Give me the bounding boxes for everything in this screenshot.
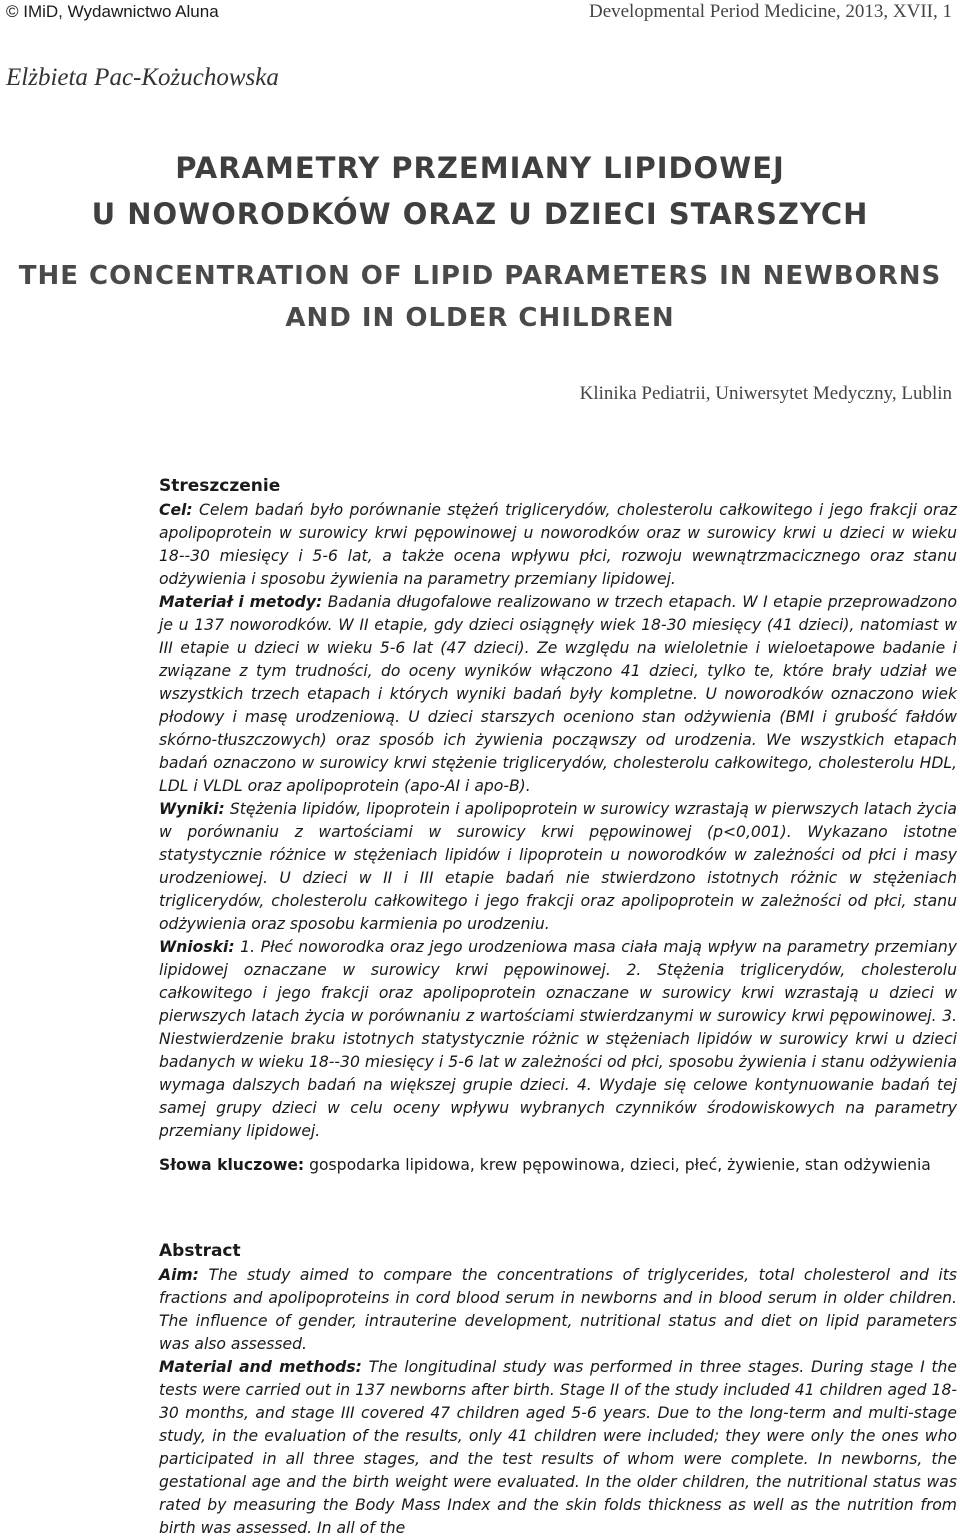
keywords-text: gospodarka lipidowa, krew pępowinowa, dzieci, płeć, żywienie, stan odżywienia — [304, 1156, 931, 1174]
abstract-polish-methods — [159, 591, 957, 798]
results-text: Stężenia lipidów, lipoprotein i apolipoprotein w surowicy wzrastają w pierwszych latach życia w porównaniu z wartościami w surowicy krwi pępowinowej (p<0,001). Wykazano istotne statystycznie różnice w stężeniach lipidów i lipoprotein u noworodków w zależności od płci i masy urodzeniowej. U dzieci w II i III etapie badań nie stwierdzono istotnych różnic w stężeniach triglicerydów, cholesterolu całkowitego i jego frakcji oraz apolipoprotein w zależności od płci, stanu odżywienia oraz sposobu karmienia po urodzeniu. — [159, 800, 957, 933]
methods-label-en: Material and methods: — [159, 1358, 362, 1376]
title-polish-line-2: U NOWORODKÓW ORAZ U DZIECI STARSZYCH — [91, 197, 869, 231]
aim-label-en: Aim: — [159, 1266, 199, 1284]
keywords-polish — [159, 1154, 959, 1177]
running-header — [0, 0, 960, 30]
affiliation: Klinika Pediatrii, Uniwersytet Medyczny, Lublin — [579, 383, 952, 404]
methods-text: Badania długofalowe realizowano w trzech etapach. W I etapie przeprowadzono je u 137 noworodków. W II etapie, gdy dzieci osiągnęły wiek 18-30 miesięcy (41 dzieci), natomiast w III etapie u dzieci w wieku 5-6 lat (47 dzieci). Ze względu na wieloletnie i wieloetapowe badanie i związane z tym trudności, do oceny wyników włączono 41 dzieci, tylko te, które brały udział we wszystkich trzech etapach i których wyniki badań były kompletne. U noworodków oznaczono wiek płodowy i masę urodzeniową. U dzieci starszych oceniono stan odżywienia (BMI i grubość fałdów skórno-tłuszczowych) oraz sposób ich żywienia począwszy od urodzenia. We wszystkich etapach badań oznaczono w surowicy krwi stężenie triglicerydów, cholesterolu całkowitego, cholesterolu HDL, LDL i VLDL oraz apolipoprotein (apo-AI i apo-B). — [159, 593, 957, 795]
abstract-english — [159, 1238, 957, 1540]
abstract-english-aim — [159, 1264, 957, 1356]
methods-label: Materiał i metody: — [159, 593, 323, 611]
title-polish-line-1: PARAMETRY PRZEMIANY LIPIDOWEJ — [175, 151, 785, 185]
abstract-polish — [159, 473, 957, 1143]
publisher-copyright: © IMiD, Wydawnictwo Aluna — [6, 2, 219, 21]
abstract-polish-results — [159, 798, 957, 936]
journal-citation: Developmental Period Medicine, 2013, XVII, 1 — [588, 1, 952, 22]
abstract-english-methods — [159, 1356, 957, 1540]
abstract-polish-heading: Streszczenie — [159, 476, 281, 496]
aim-text: Celem badań było porównanie stężeń triglicerydów, cholesterolu całkowitego i jego frakcji oraz apolipoprotein w surowicy krwi pępowinowej u noworodków oraz w surowicy krwi u dzieci w wieku 18--30 miesięcy i 5-6 lat, a także ocena wpływu płci, rozwoju wewnątrzmacicznego oraz stanu odżywienia i sposobu żywienia na parametry przemiany lipidowej. — [159, 501, 957, 588]
author-name: Elżbieta Pac-Kożuchowska — [6, 64, 279, 91]
conclusions-label: Wnioski: — [159, 938, 235, 956]
abstract-polish-aim — [159, 499, 957, 591]
aim-text-en: The study aimed to compare the concentrations of triglycerides, total cholesterol and its fractions and apolipoproteins in cord blood serum in newborns and in blood serum in older children. The influence of gender, intrauterine development, nutritional status and diet on lipid parameters was also assessed. — [159, 1266, 957, 1353]
keywords-label: Słowa kluczowe: — [159, 1156, 305, 1174]
title-english-line-1: THE CONCENTRATION OF LIPID PARAMETERS IN NEWBORNS — [18, 261, 942, 291]
aim-label: Cel: — [159, 501, 193, 519]
title-polish — [0, 145, 960, 237]
methods-text-en: The longitudinal study was performed in three stages. During stage I the tests were carried out in 137 newborns after birth. Stage II of the study included 41 children aged 18-30 months, and stage III covered 47 children aged 5-6 years. Due to the long-term and multi-stage study, in the evaluation of the results, only 41 children were included; they were only the ones who participated in all three stages, and the test results of whom were complete. In newborns, the gestational age and the birth weight were evaluated. In the older children, the nutritional status was rated by measuring the Body Mass Index and the skin folds thickness as well as the nutrition from birth was assessed. In all of the — [159, 1358, 957, 1537]
conclusions-text: 1. Płeć noworodka oraz jego urodzeniowa masa ciała mają wpływ na parametry przemiany lipidowej oznaczane w surowicy krwi pępowinowej. 2. Stężenia triglicerydów, cholesterolu całkowitego i jego frakcji oraz apolipoprotein oznaczane w surowicy krwi wzrastają u dzieci w pierwszych latach życia w porównaniu z wartościami stwierdzanymi w surowicy krwi pępowinowej. 3. Niestwierdzenie braku istotnych statystycznie różnic w stężeniach lipidów w surowicy krwi u dzieci badanych w wieku 18--30 miesięcy i 5-6 lat w zależności od płci, sposobu żywienia i stanu odżywienia wymaga dalszych badań na większej grupie dzieci. 4. Wydaje się celowe kontynuowanie badań tej samej grupy dzieci w celu oceny wpływu wybranych czynników środowiskowych na parametry przemiany lipidowej. — [159, 938, 957, 1140]
title-english-line-2: AND IN OLDER CHILDREN — [285, 303, 675, 333]
abstract-english-heading: Abstract — [159, 1241, 241, 1261]
abstract-polish-conclusions — [159, 936, 957, 1143]
results-label: Wyniki: — [159, 800, 225, 818]
title-english — [0, 255, 960, 339]
